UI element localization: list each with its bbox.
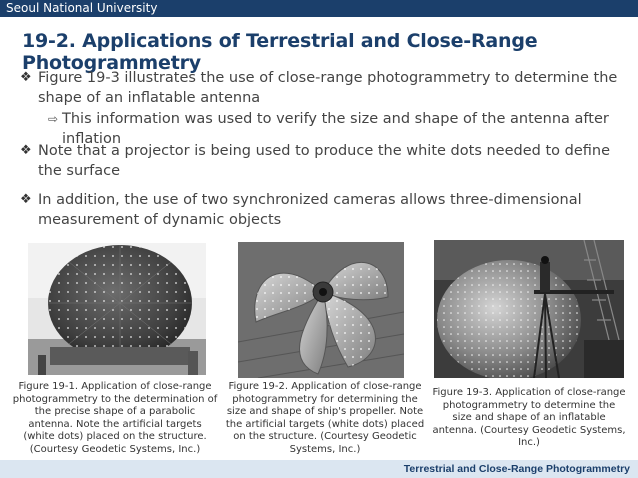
header-bar xyxy=(0,0,638,17)
footer-label: Terrestrial and Close-Range Photogrammetry xyxy=(403,463,630,475)
bullet-text: Figure 19-3 illustrates the use of close-range photogrammetry to determine the shape of an inflatable antenna xyxy=(38,70,618,106)
diamond-bullet-icon: ❖ xyxy=(20,70,32,85)
figure-2-photo xyxy=(238,242,404,378)
figure-1-caption: Figure 19-1. Application of close-range photogrammetry to the determination of the precise shape of a parabolic antenna. Note the artificial targets (white dots) placed on the structure. (Courtesy Geodetic Systems, Inc.) xyxy=(12,381,218,455)
bullet-text: Note that a projector is being used to produce the white dots needed to define the surface xyxy=(38,143,610,179)
figure-1-photo xyxy=(28,243,206,375)
diamond-bullet-icon: ❖ xyxy=(20,143,32,158)
inflatable-antenna-image xyxy=(434,240,624,378)
bullet-item xyxy=(20,141,620,181)
arrow-bullet-icon: ⇨ xyxy=(48,112,59,126)
parabolic-antenna-image xyxy=(28,243,206,375)
institution-label: Seoul National University xyxy=(6,1,158,15)
slide-title: 19-2. Applications of Terrestrial and Close-Range Photogrammetry xyxy=(22,30,538,74)
diamond-bullet-icon: ❖ xyxy=(20,192,32,207)
sub-bullet-text: This information was used to verify the size and shape of the antenna after inflation xyxy=(62,111,609,147)
figure-2-caption: Figure 19-2. Application of close-range photogrammetry for determining the size and shape of ship's propeller. Note the artificial targets (white dots) placed on the structure. (Courtesy Geodetic Systems, Inc.) xyxy=(225,381,425,455)
bullet-item xyxy=(20,68,620,108)
footer-bar xyxy=(0,460,638,478)
figure-3-photo xyxy=(434,240,624,378)
ship-propeller-image xyxy=(238,242,404,378)
bullet-item xyxy=(20,190,620,230)
bullet-text: In addition, the use of two synchronized cameras allows three-dimensional measurement of dynamic objects xyxy=(38,192,582,228)
figure-3-caption: Figure 19-3. Application of close-range photogrammetry to determine the size and shape of an inflatable antenna. (Courtesy Geodetic Systems, Inc.) xyxy=(432,387,626,449)
